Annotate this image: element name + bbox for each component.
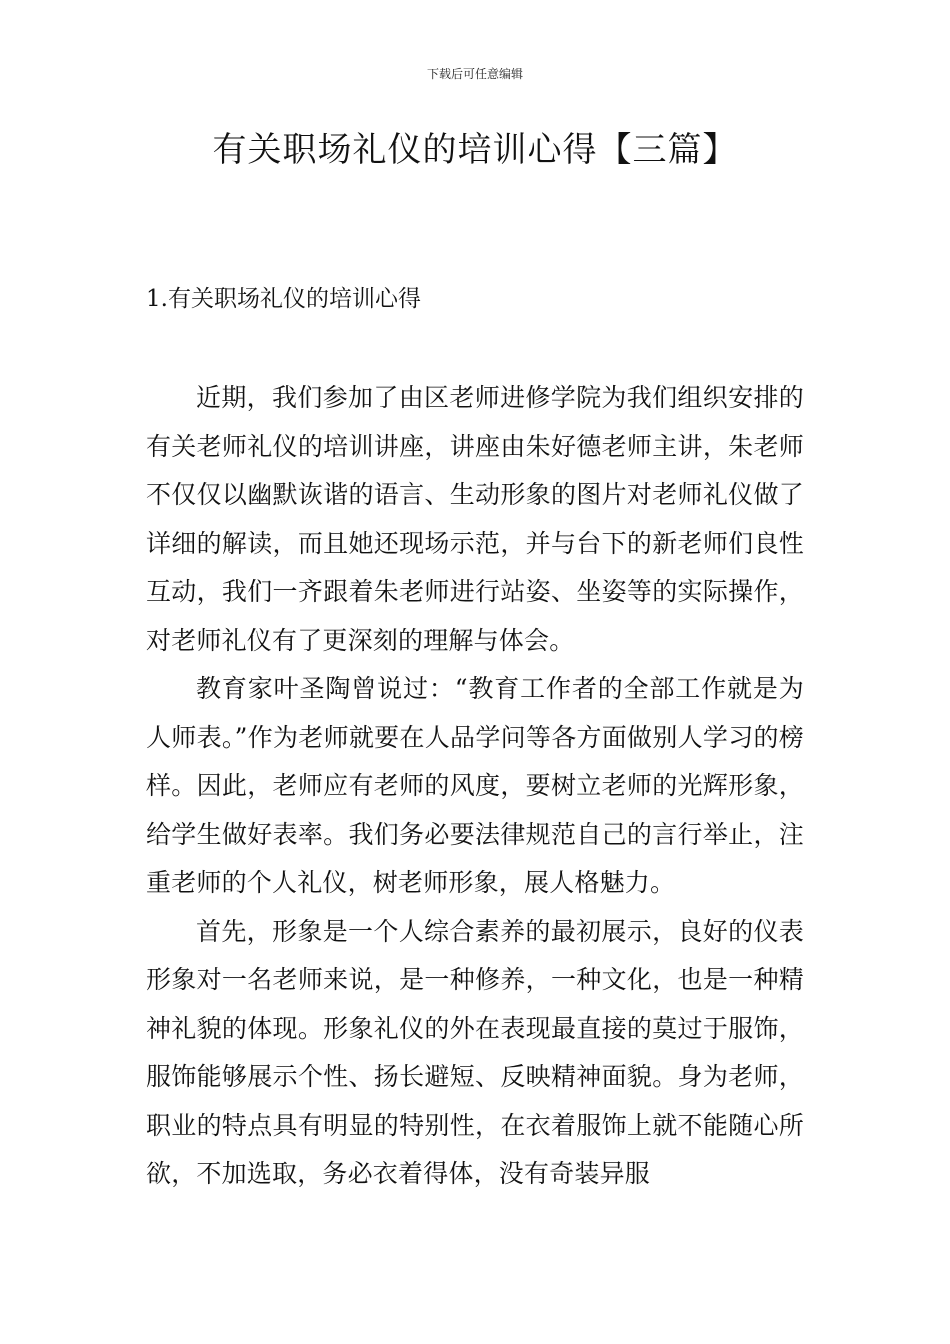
paragraph-3: 首先，形象是一个人综合素养的最初展示，良好的仪表形象对一名老师来说，是一种修养，一种文化，也是一种精神礼貌的体现。形象礼仪的外在表现最直接的莫过于服饰，服饰能够展示个性、扬长避短、反映精神面貌。身为老师，职业的特点具有明显的特别性，在衣着服饰上就不能随心所欲，不加选取，务必衣着得体，没有奇装异服 (146, 916, 804, 1188)
document-title: 有关职场礼仪的培训心得【三篇】 (212, 130, 738, 170)
paragraph-1: 近期，我们参加了由区老师进修学院为我们组织安排的有关老师礼仪的培训讲座，讲座由朱好德老师主讲，朱老师不仅仅以幽默诙谐的语言、生动形象的图片对老师礼仪做了详细的解读，而且她还现场示范，并与台下的新老师们良性互动，我们一齐跟着朱老师进行站姿、坐姿等的实际操作，对老师礼仪有了更深刻的理解与体会。 (146, 383, 804, 655)
section-heading: 1.有关职场礼仪的培训心得 (146, 286, 421, 312)
paragraph-2: 教育家叶圣陶曾说过：“教育工作者的全部工作就是为人师表。”作为老师就要在人品学问等各方面做别人学习的榜样。因此，老师应有老师的风度，要树立老师的光辉形象，给学生做好表率。我们务必要法律规范自己的言行举止，注重老师的个人礼仪，树老师形象，展人格魅力。 (146, 674, 804, 897)
body-text (146, 374, 804, 1199)
header-note: 下载后可任意编辑 (426, 67, 523, 81)
